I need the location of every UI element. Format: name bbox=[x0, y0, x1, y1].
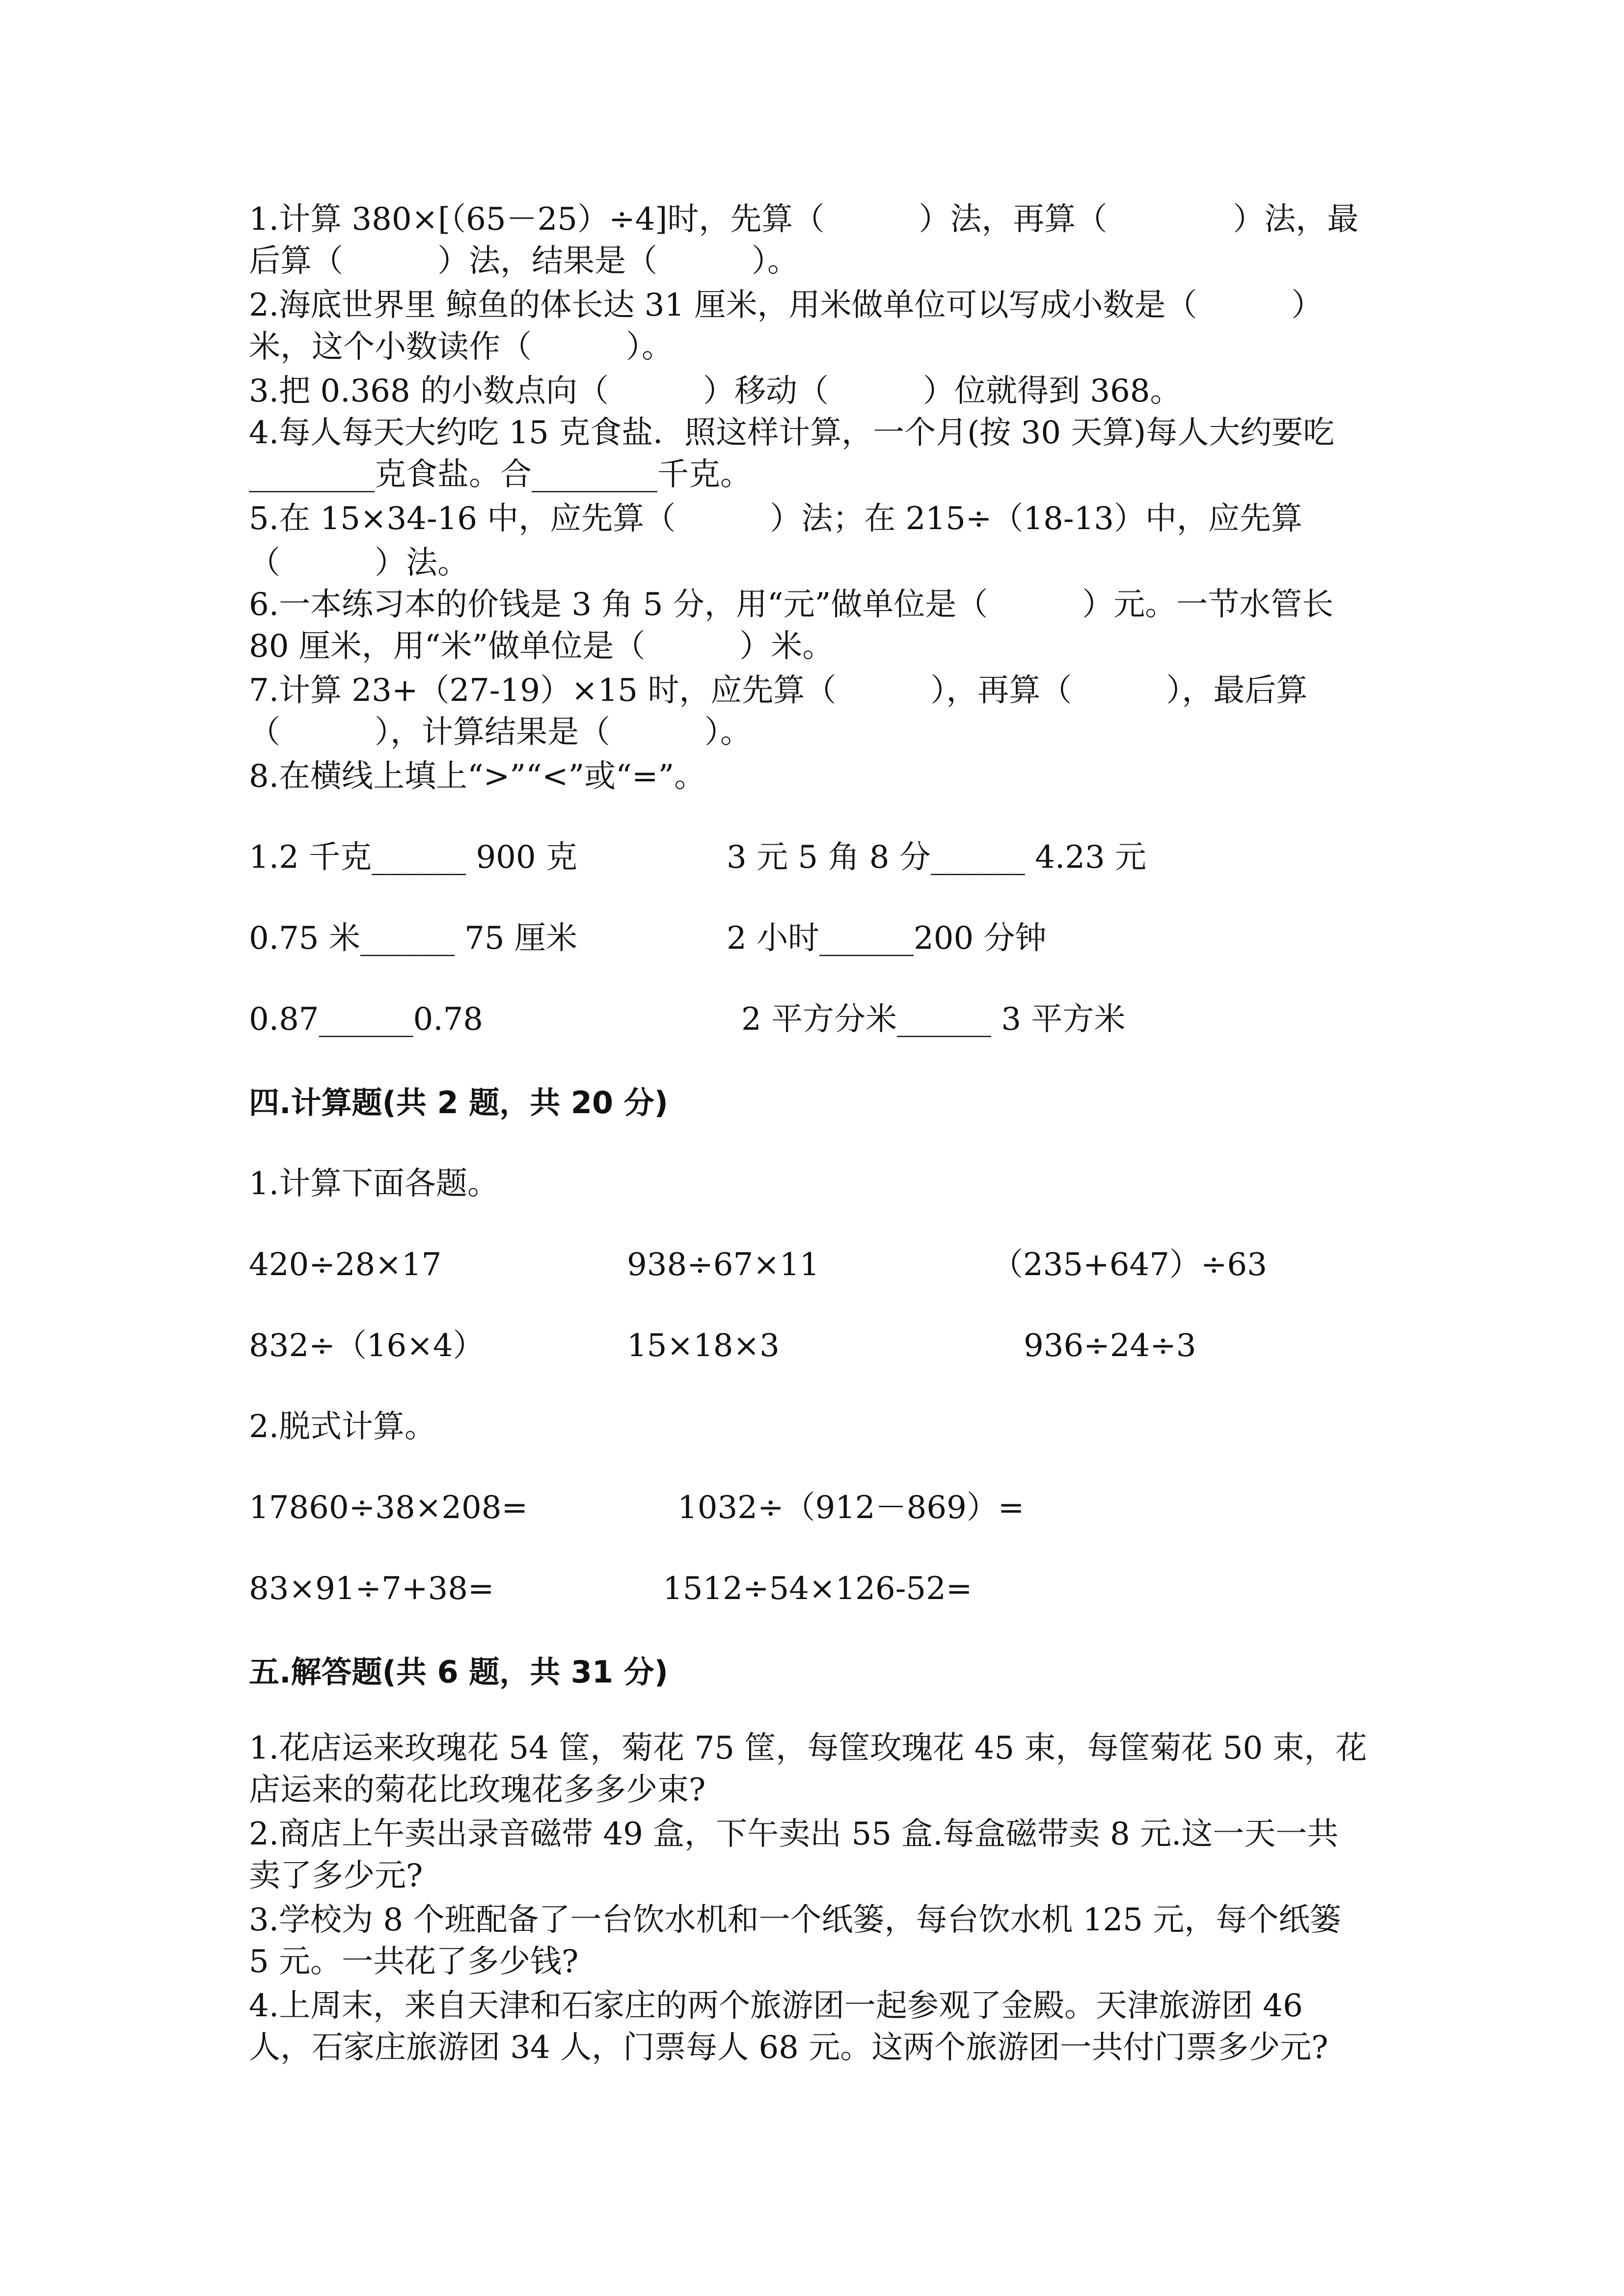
section-heading-word-problems: 五.解答题(共 6 题，共 31 分) bbox=[249, 1654, 668, 1690]
fill-q3: 3.把 0.368 的小数点向（ ）移动（ ）位就得到 368。 bbox=[249, 373, 1182, 409]
fill-q8: 8.在横线上填上“>”“<”或“=”。 bbox=[249, 758, 706, 795]
fill-q4-line2: ________克食盐。合________千克。 bbox=[249, 456, 752, 493]
fill-q7-line2: （ ），计算结果是（ ）。 bbox=[249, 714, 752, 750]
fill-q6-line1: 6.一本练习本的价钱是 3 角 5 分，用“元”做单位是（ ）元。一节水管长 bbox=[249, 587, 1334, 623]
section-heading-calculation: 四.计算题(共 2 题，共 20 分) bbox=[249, 1085, 668, 1121]
problem-1-line2: 店运来的菊花比玫瑰花多多少束? bbox=[249, 1772, 706, 1808]
calc-sub2: 2.脱式计算。 bbox=[249, 1409, 436, 1445]
calc-expression: 15×18×3 bbox=[627, 1328, 780, 1364]
calc-expression: 832÷（16×4） bbox=[249, 1328, 485, 1364]
calc-expression: 1032÷（912－869）= bbox=[677, 1490, 1025, 1526]
compare-item: 2 平方分米______ 3 平方米 bbox=[741, 1001, 1126, 1038]
fill-q1-line2: 后算（ ）法，结果是（ ）。 bbox=[249, 243, 799, 279]
calc-expression: 17860÷38×208= bbox=[249, 1490, 528, 1526]
compare-item: 2 小时______200 分钟 bbox=[727, 920, 1047, 957]
fill-q2-line1: 2.海底世界里 鲸鱼的体长达 31 厘米，用米做单位可以写成小数是（ ） bbox=[249, 287, 1323, 323]
calc-expression: 1512÷54×126-52= bbox=[663, 1571, 973, 1607]
problem-3-line1: 3.学校为 8 个班配备了一台饮水机和一个纸篓，每台饮水机 125 元，每个纸篓 bbox=[249, 1902, 1342, 1938]
fill-q5-line2: （ ）法。 bbox=[249, 545, 469, 581]
fill-q6-line2: 80 厘米，用“米”做单位是（ ）米。 bbox=[249, 628, 834, 665]
fill-q5-line1: 5.在 15×34-16 中，应先算（ ）法；在 215÷（18-13）中，应先算 bbox=[249, 501, 1302, 537]
problem-2-line2: 卖了多少元? bbox=[249, 1858, 423, 1894]
problem-4-line2: 人，石家庄旅游团 34 人，门票每人 68 元。这两个旅游团一共付门票多少元? bbox=[249, 2029, 1328, 2066]
problem-2-line1: 2.商店上午卖出录音磁带 49 盒，下午卖出 55 盒.每盒磁带卖 8 元.这一天一共 bbox=[249, 1816, 1339, 1852]
calc-expression: 420÷28×17 bbox=[249, 1247, 442, 1283]
fill-q1-line1: 1.计算 380×[（65－25）÷4]时，先算（ ）法，再算（ ）法，最 bbox=[249, 201, 1359, 238]
calc-sub1: 1.计算下面各题。 bbox=[249, 1166, 499, 1202]
calc-expression: 938÷67×11 bbox=[627, 1247, 820, 1283]
problem-3-line2: 5 元。一共花了多少钱? bbox=[249, 1944, 579, 1980]
problem-1-line1: 1.花店运来玫瑰花 54 筐，菊花 75 筐，每筐玫瑰花 45 束，每筐菊花 50 束，花 bbox=[249, 1730, 1367, 1766]
compare-item: 1.2 千克______ 900 克 bbox=[249, 839, 577, 876]
calc-expression: 83×91÷7+38= bbox=[249, 1571, 494, 1607]
calc-expression: （235+647）÷63 bbox=[992, 1247, 1267, 1283]
fill-q4-line1: 4.每人每天大约吃 15 克食盐．照这样计算，一个月(按 30 天算)每人大约要吃 bbox=[249, 415, 1335, 451]
fill-q7-line1: 7.计算 23+（27-19）×15 时，应先算（ ），再算（ ），最后算 bbox=[249, 672, 1308, 709]
problem-4-line1: 4.上周末，来自天津和石家庄的两个旅游团一起参观了金殿。天津旅游团 46 bbox=[249, 1988, 1303, 2024]
fill-q2-line2: 米，这个小数读作（ ）。 bbox=[249, 329, 673, 365]
compare-item: 0.75 米______ 75 厘米 bbox=[249, 920, 577, 957]
compare-item: 3 元 5 角 8 分______ 4.23 元 bbox=[727, 839, 1147, 876]
compare-item: 0.87______0.78 bbox=[249, 1001, 483, 1038]
calc-expression: 936÷24÷3 bbox=[1024, 1328, 1196, 1364]
